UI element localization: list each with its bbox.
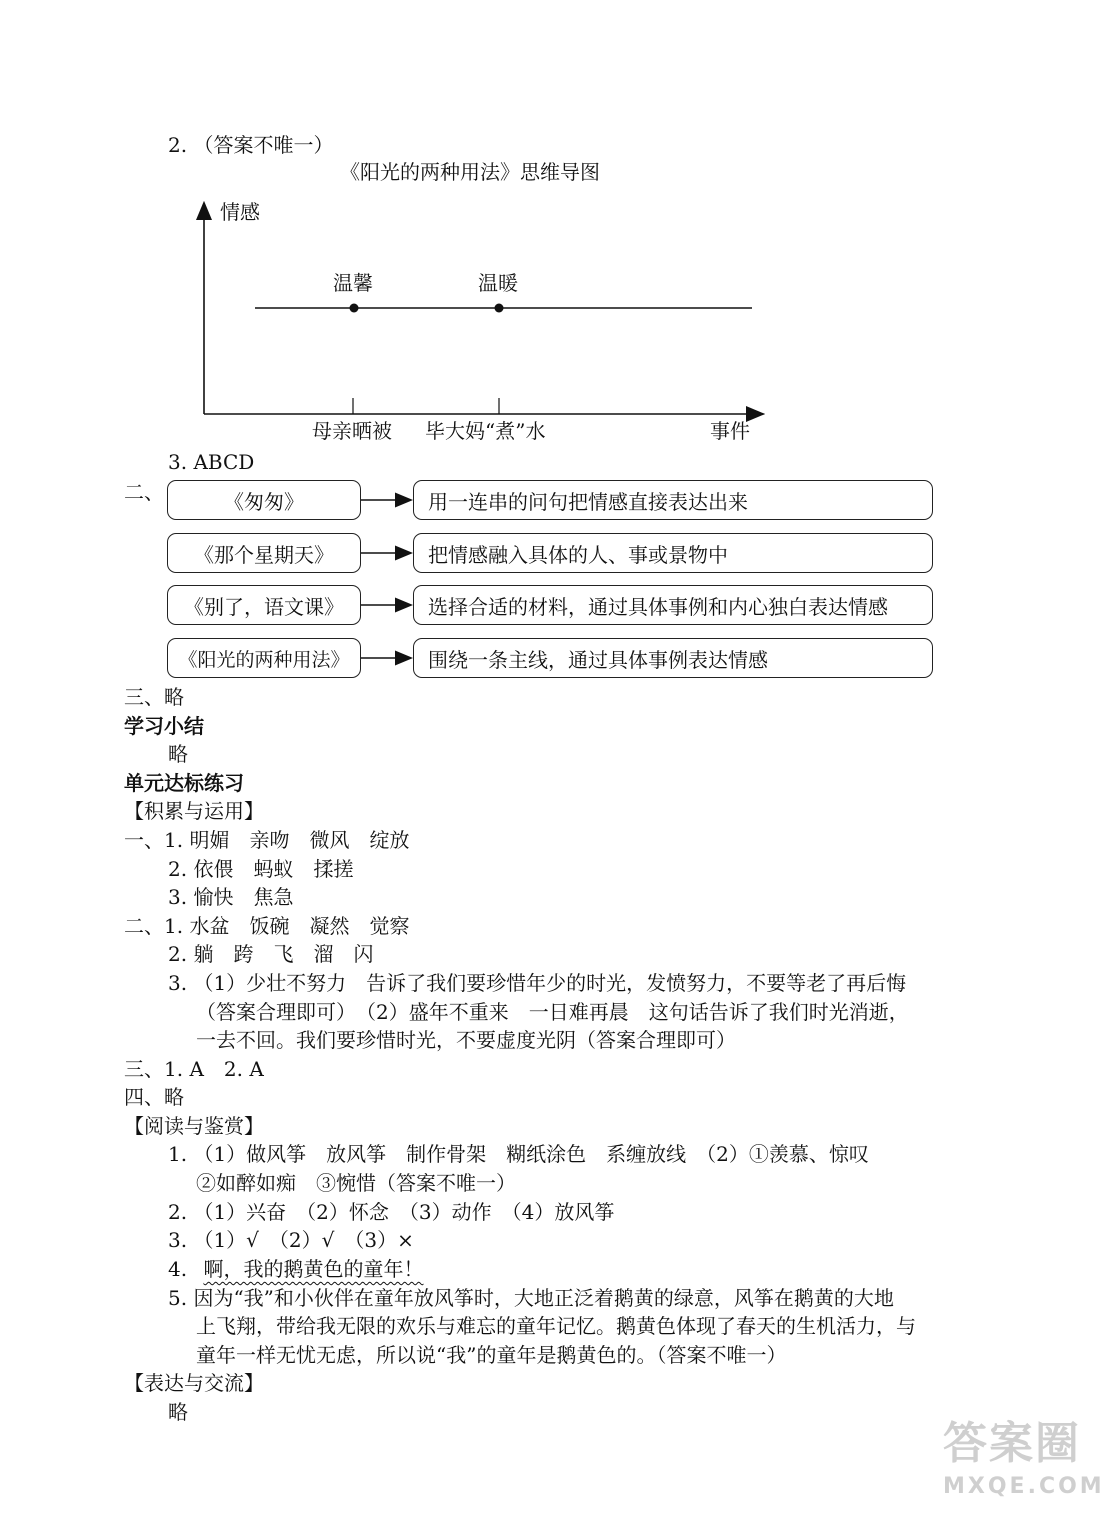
- reading-3: 3. （1）√ （2）√ （3）×: [168, 1228, 414, 1252]
- answer-er-3-line1: 3. （1）少壮不努力 告诉了我们要珍惜年少的时光，发愤努力，不要等老了再后悔: [168, 971, 907, 995]
- section-expression: 【表达与交流】: [124, 1371, 264, 1395]
- watermark-url: MXQE.COM: [943, 1474, 1105, 1499]
- match-right-2: 把情感融入具体的人、事或景物中: [413, 533, 933, 573]
- match-left-2: 《那个星期天》: [167, 533, 361, 573]
- q3-answer: 3. ABCD: [168, 450, 255, 474]
- section-san: 三、略: [124, 685, 184, 709]
- reading-4-number: 4.: [168, 1257, 188, 1281]
- summary-content: 略: [168, 742, 188, 766]
- reading-5-line1: 5. 因为“我”和小伙伴在童年放风筝时，大地正泛着鹅黄的绿意，风筝在鹅黄的大地: [168, 1286, 894, 1310]
- match-left-1: 《匆匆》: [167, 480, 361, 520]
- match-left-4: 《阳光的两种用法》: [167, 638, 361, 678]
- matching-arrows: [0, 0, 1111, 700]
- summary-title: 学习小结: [124, 714, 204, 738]
- event-label-2: 毕大妈“煮”水: [425, 419, 546, 443]
- unit-test-title: 单元达标练习: [124, 771, 244, 795]
- answer-yi-1: 一、1. 明媚 亲吻 微风 绽放: [124, 828, 410, 852]
- section-reading: 【阅读与鉴赏】: [124, 1114, 264, 1138]
- reading-5-line3: 童年一样无忧无虑，所以说“我”的童年是鹅黄色的。（答案不唯一）: [196, 1343, 787, 1367]
- watermark-text: 答案圈: [943, 1418, 1081, 1469]
- match-right-1: 用一连串的问句把情感直接表达出来: [413, 480, 933, 520]
- watermark-logo: [943, 1416, 1105, 1526]
- mindmap-title: 《阳光的两种用法》思维导图: [340, 160, 600, 184]
- reading-1-line1: 1. （1）做风筝 放风筝 制作骨架 糊纸涂色 系缠放线 （2）①羡慕、惊叹: [168, 1142, 869, 1166]
- matching-number: 二、: [124, 480, 164, 504]
- answer-er-1: 二、1. 水盆 饭碗 凝然 觉察: [124, 914, 410, 938]
- match-left-3: 《别了，语文课》: [167, 585, 361, 625]
- emotion-label-2: 温暖: [478, 271, 518, 295]
- answer-si: 四、略: [124, 1085, 184, 1109]
- answer-san: 三、1. A 2. A: [124, 1057, 264, 1081]
- reading-4-text: 啊，我的鹅黄色的童年！: [203, 1257, 424, 1281]
- expression-answer: 略: [168, 1400, 188, 1424]
- match-right-4: 围绕一条主线，通过具体事例表达情感: [413, 638, 933, 678]
- reading-4: [168, 1255, 423, 1283]
- answer-er-3-line3: 一去不回。我们要珍惜时光，不要虚度光阴（答案合理即可）: [196, 1028, 736, 1052]
- y-axis-label: 情感: [220, 200, 260, 224]
- section-accumulation: 【积累与运用】: [124, 799, 264, 823]
- answer-er-2: 2. 躺 跨 飞 溜 闪: [168, 942, 374, 966]
- answer-yi-3: 3. 愉快 焦急: [168, 885, 294, 909]
- reading-5-line2: 上飞翔，带给我无限的欢乐与难忘的童年记忆。鹅黄色体现了春天的生机活力，与: [196, 1314, 916, 1338]
- q2-header: 2. （答案不唯一）: [168, 133, 334, 157]
- emotion-label-1: 温馨: [333, 271, 373, 295]
- x-axis-label: 事件: [710, 419, 750, 443]
- event-label-1: 母亲晒被: [312, 419, 392, 443]
- answer-er-3-line2: （答案合理即可） （2）盛年不重来 一日难再晨 这句话告诉了我们时光消逝，: [196, 1000, 909, 1024]
- reading-2: 2. （1）兴奋 （2）怀念 （3）动作 （4）放风筝: [168, 1200, 615, 1224]
- answer-yi-2: 2. 依偎 蚂蚁 揉搓: [168, 857, 354, 881]
- match-right-3: 选择合适的材料，通过具体事例和内心独白表达情感: [413, 585, 933, 625]
- reading-1-line2: ②如醉如痴 ③惋惜（答案不唯一）: [196, 1171, 516, 1195]
